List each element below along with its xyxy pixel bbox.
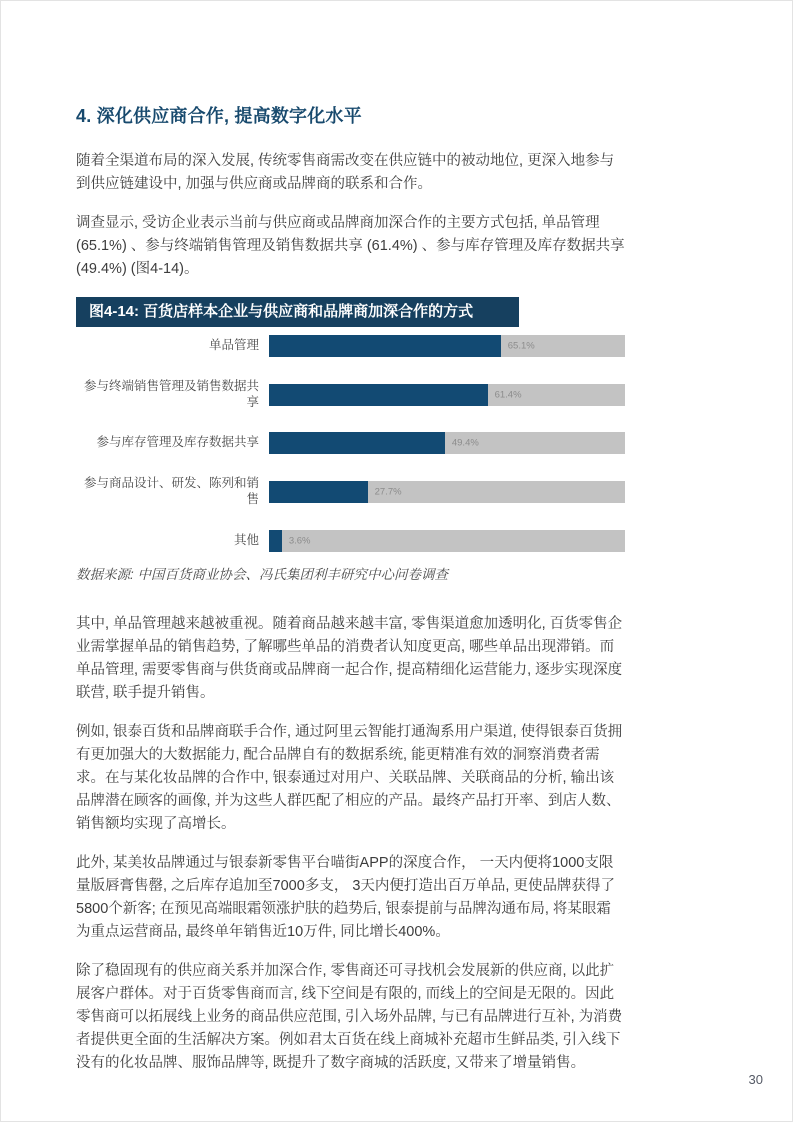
chart-bar-fill (269, 530, 282, 552)
chart-value-label: 61.4% (494, 389, 522, 401)
chart-row (76, 530, 625, 552)
chart-bar-fill (269, 481, 368, 503)
figure-4-14 (76, 297, 625, 583)
chart-row (76, 335, 625, 357)
paragraph-body-3: 此外, 某美妆品牌通过与银泰新零售平台喵街APP的深度合作， 一天内便将1000支限量版唇膏售罄, 之后库存追加至7000多支， 3天内便打造出百万单品, 更使品牌获得了5800个新客; 在预见高端眼霜领涨护肤的趋势后, 银泰提前与品牌沟通布局, 将某眼霜为重点运营商品, 最终单年销售近10万件, 同比增长400%。 (76, 854, 615, 940)
chart-row (76, 432, 625, 454)
paragraph-body-2: 例如, 银泰百货和品牌商联手合作, 通过阿里云智能打通淘系用户渠道, 使得银泰百货拥有更加强大的大数据能力, 配合品牌自有的数据系统, 能更精准有效的洞察消费者需求。在与某化妆品牌的合作中, 银泰通过对用户、关联品牌、关联商品的分析, 输出该品牌潜在顾客的画像, 并为这些人群匹配了相应的产品。最终产品打开率、到店人数、销售额均实现了高增长。 (76, 723, 623, 832)
chart-title-banner: 图4-14: 百货店样本企业与供应商和品牌商加深合作的方式 (76, 297, 519, 327)
chart-bar-track (269, 530, 625, 552)
chart-bar-track (269, 384, 625, 406)
chart-value-label: 3.6% (288, 535, 311, 546)
chart-category-label: 单品管理 (208, 338, 259, 353)
data-source-note: 数据来源: 中国百货商业协会、冯氏集团利丰研究中心问卷调查 (76, 566, 449, 582)
chart-category-label: 其他 (233, 532, 259, 547)
chart-value-label: 27.7% (374, 486, 402, 498)
chart-category-label: 参与库存管理及库存数据共享 (96, 435, 259, 450)
chart-bar-track (269, 432, 625, 454)
section-heading: 4. 深化供应商合作, 提高数字化水平 (76, 106, 362, 126)
paragraph-intro-1: 随着全渠道布局的深入发展, 传统零售商需改变在供应链中的被动地位, 更深入地参与到供应链建设中, 加强与供应商或品牌商的联系和合作。 (76, 153, 615, 192)
chart-bar-track (269, 335, 625, 357)
paragraph-intro-2: 调查显示, 受访企业表示当前与供应商或品牌商加深合作的主要方式包括, 单品管理 (65.1%) 、参与终端销售管理及销售数据共享 (61.4%) 、参与库存管理及库存数据共享 (49.4%) (图4-14)。 (76, 215, 625, 277)
chart-bar-fill (269, 432, 445, 454)
chart-bar-track (269, 481, 625, 503)
chart-bar-fill (269, 384, 488, 406)
chart-bar-fill (269, 335, 501, 357)
chart-row (76, 379, 625, 410)
chart-category-label: 参与商品设计、研发、陈列和销售 (83, 476, 259, 506)
page-content (76, 1, 625, 1091)
paragraph-body-4: 除了稳固现有的供应商关系并加深合作, 零售商还可寻找机会发展新的供应商, 以此扩展客户群体。对于百货零售商而言, 线下空间是有限的, 而线上的空间是无限的。因此零售商可以拓展线上业务的商品供应范围, 引入场外品牌, 与已有品牌进行互补, 为消费者提供更全面的生活解决方案。例如君太百货在线上商城补充超市生鲜品类, 引入线下没有的化妆品牌、服饰品牌等, 既提升了数字商城的活跃度, 又带来了增量销售。 (76, 962, 623, 1071)
chart-value-label: 65.1% (507, 340, 535, 352)
chart-row (76, 476, 625, 507)
chart-value-label: 49.4% (451, 437, 479, 449)
bar-chart (76, 335, 625, 552)
paragraph-body-1: 其中, 单品管理越来越被重视。随着商品越来越丰富, 零售渠道愈加透明化, 百货零售企业需掌握单品的销售趋势, 了解哪些单品的消费者认知度更高, 哪些单品出现滞销。而单品管理, 需要零售商与供货商或品牌商一起合作, 提高精细化运营能力, 逐步实现深度联营, 联手提升销售。 (76, 615, 623, 701)
page-number: 30 (748, 1072, 763, 1087)
chart-category-label: 参与终端销售管理及销售数据共享 (83, 379, 259, 409)
